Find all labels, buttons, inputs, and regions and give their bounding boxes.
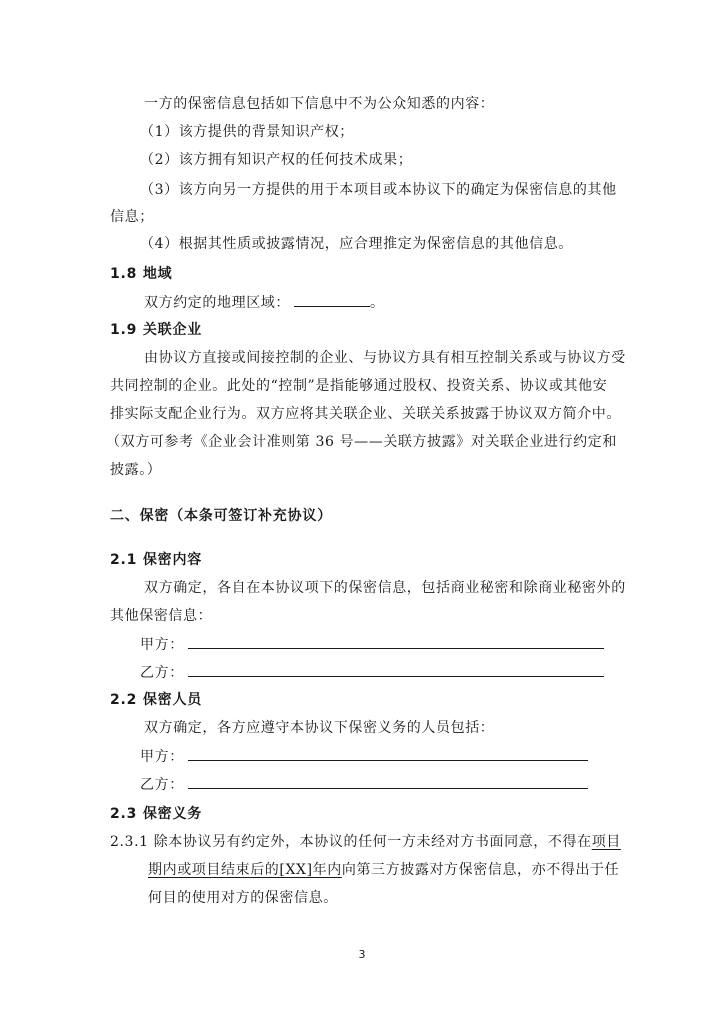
intro-item-4: （4）根据其性质或披露情况，应合理推定为保密信息的其他信息。 <box>140 236 573 252</box>
party-a-personnel-line <box>140 746 588 767</box>
region-line <box>144 292 385 313</box>
obligation-underlined-2: 期内或项目结束后的[XX]年内 <box>148 862 342 878</box>
party-b-personnel-field[interactable] <box>188 774 588 789</box>
party-b-content-field[interactable] <box>188 662 604 677</box>
confidential-content-line-1: 双方确定，各自在本协议项下的保密信息，包括商业秘密和除商业秘密外的 <box>144 580 626 596</box>
party-b-label: 乙方： <box>140 665 184 681</box>
obligation-underlined-1: 项目 <box>591 834 621 850</box>
intro-item-1: （1）该方提供的背景知识产权； <box>140 124 354 140</box>
party-b-personnel-line <box>140 774 588 795</box>
page-number: 3 <box>358 948 366 961</box>
obligation-line-1 <box>110 832 621 852</box>
personnel-line: 双方确定，各方应遵守本协议下保密义务的人员包括： <box>144 720 495 736</box>
party-b-content-line <box>140 662 604 683</box>
affiliate-line-5: 披露。） <box>110 462 162 478</box>
affiliate-line-1: 由协议方直接或间接控制的企业、与协议方具有相互控制关系或与协议方受 <box>144 350 626 366</box>
heading-1-9: 1.9 关联企业 <box>110 322 203 338</box>
party-a-label: 甲方： <box>140 637 184 653</box>
affiliate-line-3: 排实际支配企业行为。双方应将其关联企业、关联关系披露于协议双方简介中。 <box>110 406 621 422</box>
affiliate-line-4: （双方可参考《企业会计准则第 36 号——关联方披露》对关联企业进行约定和 <box>106 434 617 450</box>
obligation-line-2 <box>148 860 619 880</box>
heading-2-3: 2.3 保密义务 <box>110 806 203 822</box>
party-a-personnel-field[interactable] <box>188 746 588 761</box>
section-2-heading: 二、保密（本条可签订补充协议） <box>110 508 332 524</box>
heading-2-1: 2.1 保密内容 <box>110 552 203 568</box>
party-b-label: 乙方： <box>140 777 184 793</box>
affiliate-line-2: 共同控制的企业。此处的“控制”是指能够通过股权、投资关系、协议或其他安 <box>110 378 608 394</box>
region-blank[interactable] <box>294 292 370 307</box>
region-label: 双方约定的地理区域： <box>144 295 290 311</box>
party-a-content-field[interactable] <box>188 634 604 649</box>
region-suffix: 。 <box>370 295 385 311</box>
clause-number: 2.3.1 <box>110 834 149 850</box>
intro-line: 一方的保密信息包括如下信息中不为公众知悉的内容： <box>144 96 495 112</box>
confidential-content-line-2: 其他保密信息： <box>110 608 213 624</box>
intro-item-3: （3）该方向另一方提供的用于本项目或本协议下的确定为保密信息的其他 <box>140 182 617 198</box>
obligation-text: 除本协议另有约定外，本协议的任何一方未经对方书面同意，不得在 <box>153 834 592 850</box>
intro-item-3-cont: 信息； <box>110 209 154 225</box>
party-a-content-line <box>140 634 604 655</box>
heading-1-8: 1.8 地域 <box>110 266 173 282</box>
party-a-label: 甲方： <box>140 749 184 765</box>
intro-item-2: （2）该方拥有知识产权的任何技术成果； <box>140 152 413 168</box>
obligation-line-3: 何目的使用对方的保密信息。 <box>148 890 338 906</box>
obligation-text-2: 向第三方披露对方保密信息，亦不得出于任 <box>341 862 620 878</box>
heading-2-2: 2.2 保密人员 <box>110 692 203 708</box>
